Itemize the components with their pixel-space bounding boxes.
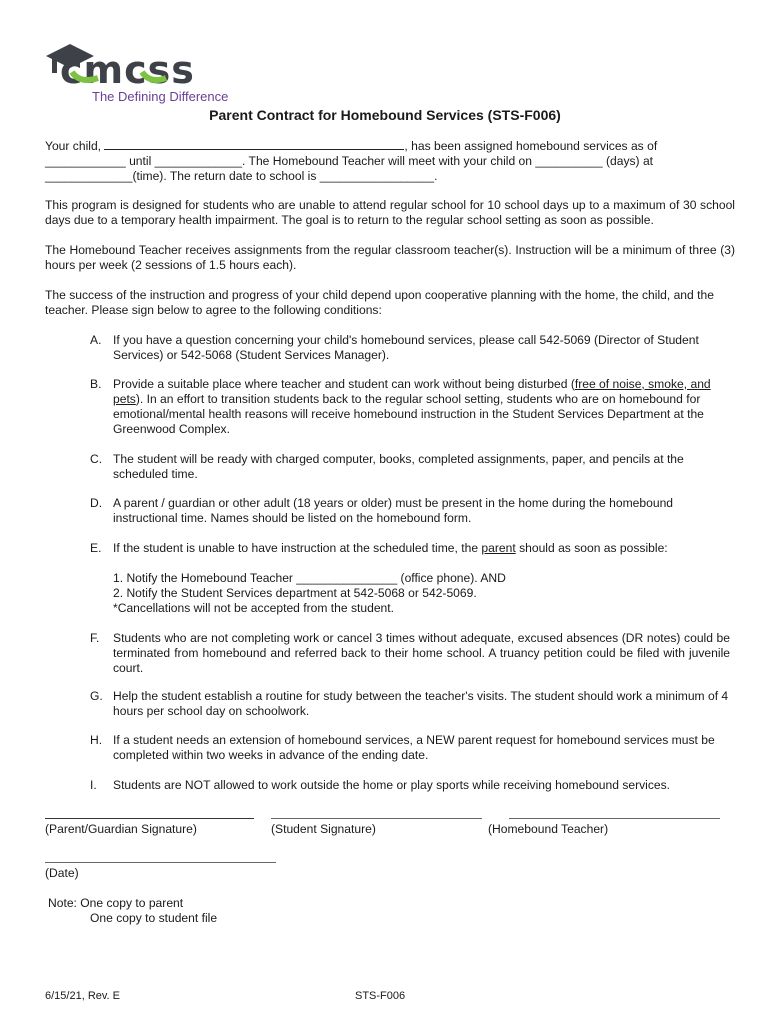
note-line-2: One copy to student file — [90, 911, 218, 925]
student-signature-line[interactable] — [271, 818, 482, 819]
condition-e: E. If the student is unable to have instruction at the scheduled time, the parent should as soon as possible: — [90, 541, 668, 555]
logo-green-accent — [42, 42, 232, 90]
teacher-signature-label: (Homebound Teacher) — [488, 822, 609, 836]
note-line-1: Note: One copy to parent — [48, 896, 184, 910]
condition-i: I. Students are NOT allowed to work outside the home or play sports while receiving homebound services. — [90, 778, 671, 792]
condition-c: C. The student will be ready with charged computer, books, completed assignments, paper, and pencils at the scheduled time. — [90, 452, 684, 481]
condition-g: G. Help the student establish a routine for study between the teacher's visits. The student should work a minimum of 4 hours per school day on schoolwork. — [90, 689, 729, 718]
condition-h: H. If a student needs an extension of homebound services, a NEW parent request for homebound services must be completed within two weeks in advance of the ending date. — [90, 733, 715, 762]
intro-line-3: _____________(time). The return date to school is _________________. — [45, 169, 438, 183]
logo-tagline: The Defining Difference — [92, 89, 229, 104]
program-paragraph: This program is designed for students who are unable to attend regular school for 10 school days up to a maximum of 30 school days due to a temporary health impairment. The goal is to return to the regular school setting as soon as possible. — [45, 198, 735, 227]
condition-e-step-2: 2. Notify the Student Services department at 542-5068 or 542-5069. — [113, 586, 477, 600]
date-line[interactable] — [45, 862, 276, 863]
footer-form-id: STS-F006 — [355, 990, 406, 1002]
teacher-signature-line[interactable] — [509, 818, 720, 819]
child-name-field[interactable] — [104, 138, 404, 150]
intro-paragraph — [45, 138, 735, 184]
cmcss-logo — [42, 42, 232, 108]
condition-d: D. A parent / guardian or other adult (18 years or older) must be present in the home during the homebound instructional time. Names should be listed on the homebound form. — [90, 496, 674, 525]
parent-signature-line[interactable] — [45, 818, 254, 819]
conditions-intro: The success of the instruction and progress of your child depend upon cooperative planning with the home, the child, and the teacher. Please sign below to agree to the following conditions: — [45, 288, 714, 317]
condition-f: F. Students who are not completing work or cancel 3 times without adequate, excused absences (DR notes) could be terminated from homebound and referred back to their home school. A truancy petition could be filed with juvenile court. — [90, 631, 730, 675]
assignments-paragraph: The Homebound Teacher receives assignments from the regular classroom teacher(s). Instruction will be a minimum of three (3) hours per week (2 sessions of 1.5 hours each). — [45, 243, 735, 272]
logo-wordmark: cmcss — [60, 48, 195, 92]
condition-b: B. Provide a suitable place where teacher and student can work without being disturbed (free of noise, smoke, and pets). In an effort to transition students back to the regular school setting, students who are on homebound for emotional/mental health reasons will receive homebound instruction in the Student Services Department at the Greenwood Complex. — [90, 377, 711, 436]
parent-signature-label: (Parent/Guardian Signature) — [45, 822, 197, 836]
student-signature-label: (Student Signature) — [271, 822, 376, 836]
intro-line-2: ____________ until _____________. The Homebound Teacher will meet with your child on __________ (days) at — [45, 154, 654, 168]
condition-a: A. If you have a question concerning your child's homebound services, please call 542-5069 (Director of Student Services) or 542-5068 (Student Services Manager). — [90, 333, 699, 362]
cancellation-note: *Cancellations will not be accepted from the student. — [113, 601, 395, 615]
footer-revision: 6/15/21, Rev. E — [45, 990, 121, 1002]
intro-line-1: Your child, , has been assigned homebound services as of — [45, 139, 658, 153]
date-label: (Date) — [45, 866, 79, 880]
page-title: Parent Contract for Homebound Services (STS-F006) — [209, 107, 561, 123]
condition-e-step-1: 1. Notify the Homebound Teacher _______________ (office phone). AND — [113, 571, 506, 585]
